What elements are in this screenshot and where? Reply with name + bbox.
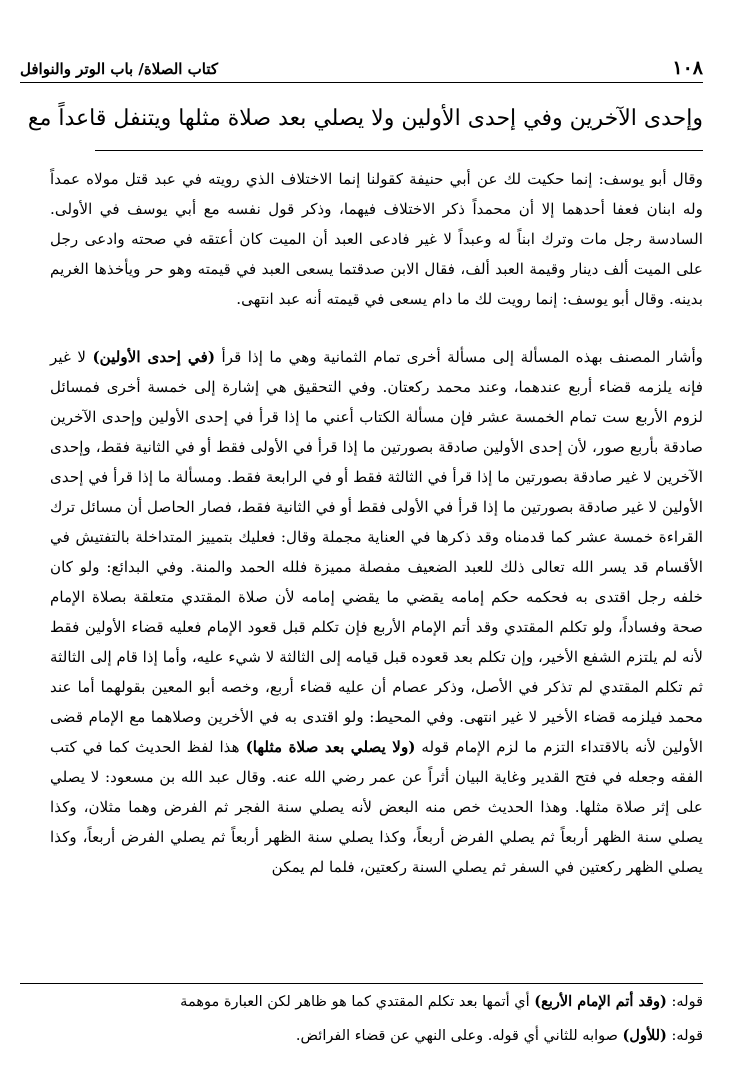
quoted-matn: (في إحدى الأولين)	[92, 348, 216, 366]
footnote-text: صوابه للثاني أي قوله. وعلى النهي عن قضاء الفرائض.	[295, 1028, 623, 1044]
commentary-paragraph-2	[50, 342, 703, 882]
commentary-text: وأشار المصنف بهذه المسألة إلى مسألة أخرى تمام الثمانية وهي ما إذا قرأ	[215, 348, 703, 366]
commentary	[50, 164, 703, 882]
page-number: ١٠٨	[672, 57, 703, 79]
footnote-separator	[20, 983, 703, 984]
quoted-matn: (ولا يصلي بعد صلاة مثلها)	[245, 738, 416, 756]
footnote-text: أي أتمها بعد تكلم المقتدي كما هو ظاهر لكن العبارة موهمة	[180, 994, 535, 1010]
page-header	[20, 56, 703, 83]
footnote-1	[20, 988, 703, 1016]
footnote-text: قوله:	[666, 994, 703, 1010]
footnote-text: قوله:	[666, 1028, 703, 1044]
footnote-2	[20, 1022, 703, 1050]
commentary-text: لا غير فإنه يلزمه قضاء أربع عندهما، وعند محمد ركعتان. وفي التحقيق هي إشارة إلى خمسة أخرى فمسائل لزوم الأربع ست تمام الخمسة عشر فإن مسألة الكتاب أعني ما إذا قرأ في إحدى الأولين وإحدى الآخرين صادقة بأربع صور، لأن إحدى الأولين صادقة بصورتين ما إذا قرأ في الأولى فقط أو في الثانية فقط، وإحدى الآخرين لا غير صادقة بصورتين ما إذا قرأ في الثالثة فقط أو في الرابعة فقط. ومسألة ما إذا قرأ في إحدى الأولين لا غير صادقة بصورتين ما إذا قرأ في الأولى فقط أو في الثانية فقط، فصار الحاصل أن مسائل ترك القراءة خمسة عشر كما قدمناه وقد ذكرها في العناية مجملة وقال: فعليك بتمييز المتداخلة بالتفتيش في الأقسام قد يسر الله تعالى ذلك للعبد الضعيف مفصلة مميزة فلله الحمد والمنة. وفي البدائع: ولو كان خلفه رجل اقتدى به فحكمه حكم إمامه يقضي ما يقضي إمامه لأن صلاة المقتدي متعلقة بصلاة الإمام صحة وفساداً، ولو تكلم المقتدي وقد أتم الإمام الأربع فإن تكلم قبل قعود الإمام فعليه قضاء الأولين فقط لأنه لم يلتزم الشفع الأخير، وإن تكلم بعد قعوده قبل قيامه إلى الثالثة لا شيء عليه، وأما إذا قام إلى الثالثة ثم تكلم المقتدي لم تذكر في الأصل، وذكر عصام أن عليه قضاء أربع، وخصه أبو المعين بقولهما أما عند محمد فيلزمه قضاء الأخير لا غير انتهى. وفي المحيط: ولو اقتدى به في الأخرين وصلاهما مع الإمام قضى الأولين لأنه بالاقتداء التزم ما لزم الإمام قوله	[49, 348, 703, 756]
commentary-paragraph-1: وقال أبو يوسف: إنما حكيت لك عن أبي حنيفة كقولنا إنما الاختلاف الذي رويته في عبد قتل مولاه عمداً وله ابنان فعفا أحدهما إلا أن محمداً ذكر الاختلاف فيهما، وذكر قول نفسه مع أبي يوسف في الأولى. السادسة رجل مات وترك ابناً له وعبداً لا غير فادعى العبد أن الميت كان أعتقه في صحته وادعى رجل على الميت ألف دينار وقيمة العبد ألف، فقال الابن صدقتما يسعى العبد في قيمته وهو حر ويأخذها الغريم بدينه. وقال أبو يوسف: إنما رويت لك ما دام يسعى في قيمته أنه عبد انتهى.	[50, 170, 703, 308]
top-separator	[95, 150, 703, 151]
footnote-quote: (للأول)	[622, 1027, 667, 1044]
footnotes	[20, 988, 703, 1056]
commentary-text: هذا لفظ الحديث كما في كتب الفقه وجعله في فتح القدير وغاية البيان أثراً عن عمر رضي الله عنه. وقال عبد الله بن مسعود: لا يصلي على إثر صلاة مثلها. وهذا الحديث خص منه البعض لأنه يصلي سنة الفجر ثم الفرض وهما مثلان، وكذا يصلي سنة الظهر أربعاً ثم يصلي الفرض أربعاً، وكذا يصلي سنة الظهر أربعاً ثم يصلي الفرض أربعاً، وكذا يصلي الظهر ركعتين في السفر ثم يصلي السنة ركعتين، فلما لم يمكن	[50, 738, 703, 876]
footnote-quote: (وقد أتم الإمام الأربع)	[534, 993, 667, 1010]
main-text-line: وإحدى الآخرين وفي إحدى الأولين ولا يصلي بعد صلاة مثلها ويتنفل قاعداً مع	[28, 106, 703, 131]
running-title: كتاب الصلاة/ باب الوتر والنوافل	[20, 60, 219, 78]
